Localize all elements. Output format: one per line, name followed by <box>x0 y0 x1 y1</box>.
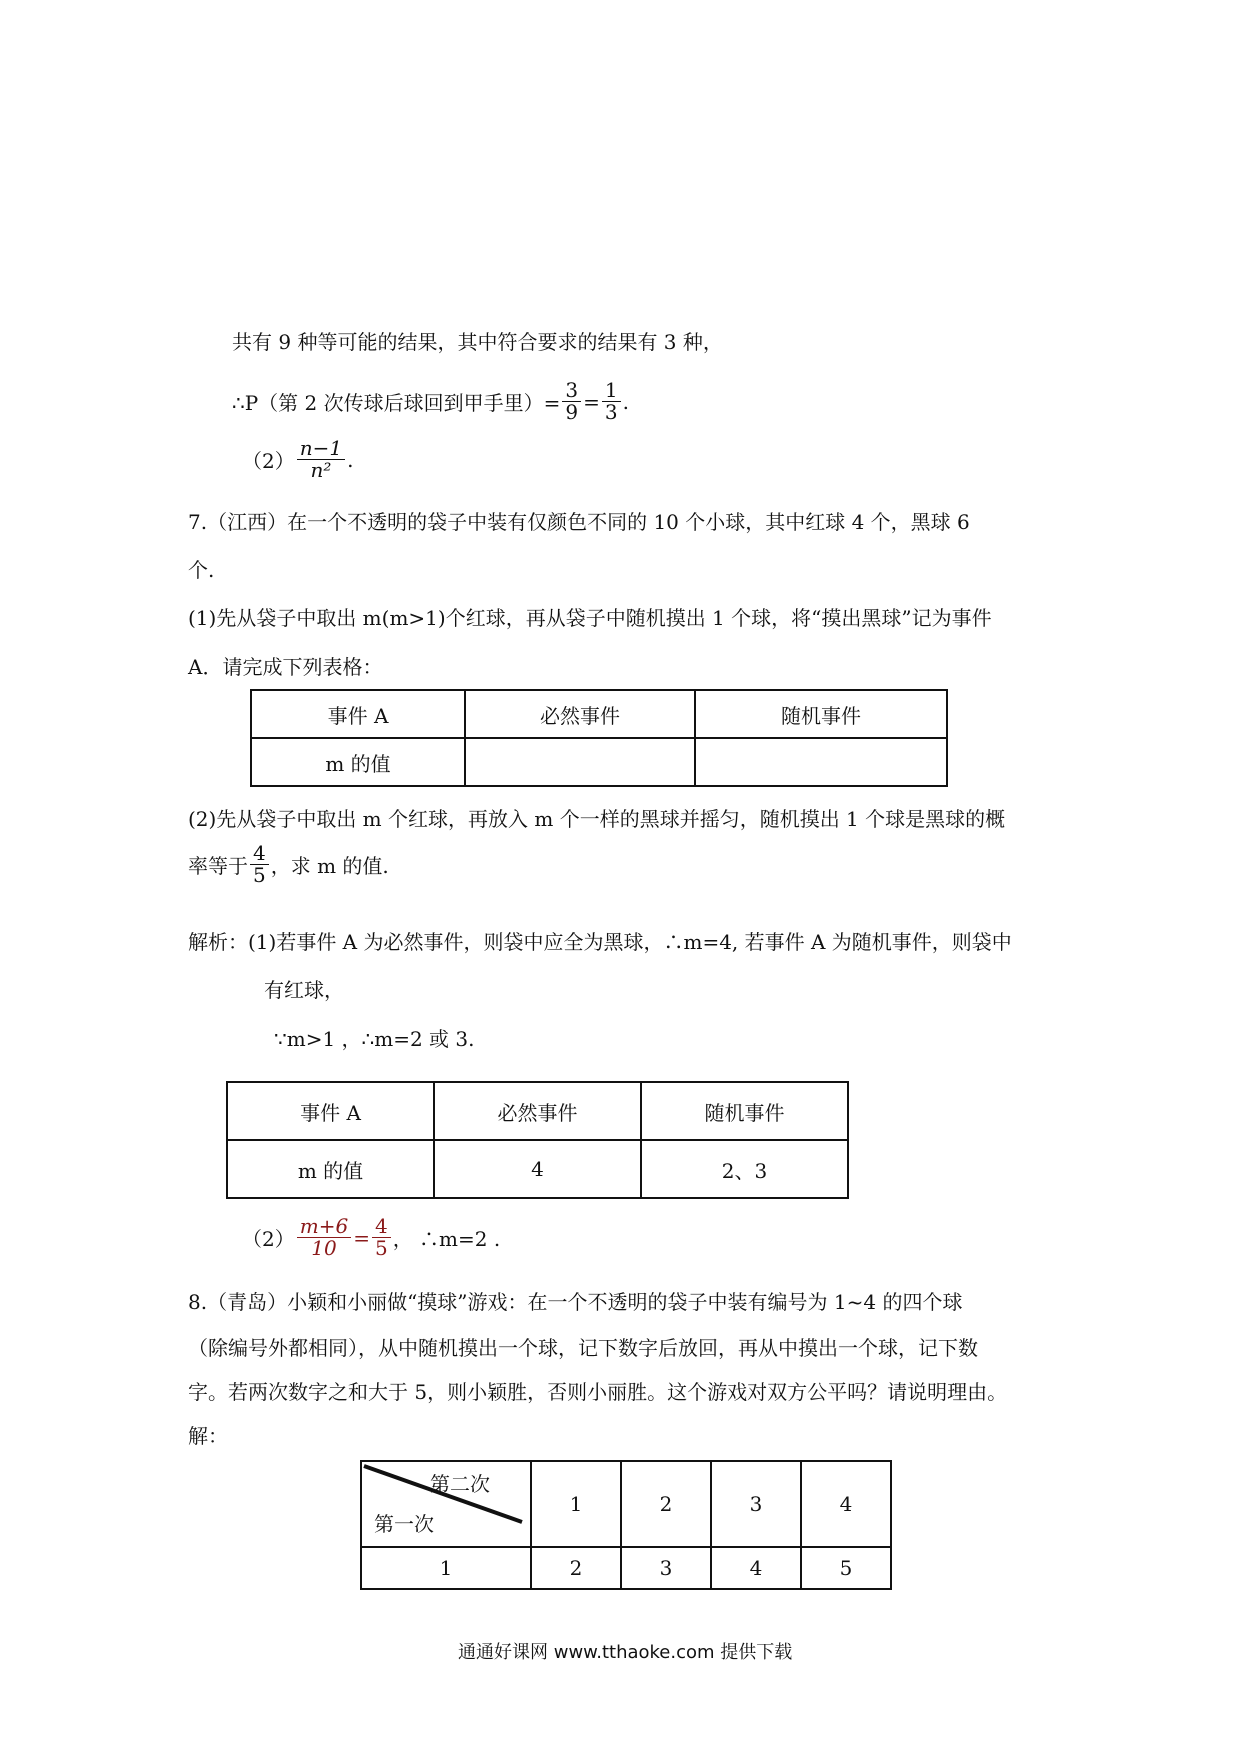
table-header-cell: 4 <box>801 1461 891 1547</box>
equals-sign: = <box>353 1225 370 1250</box>
table-header-cell: 随机事件 <box>695 690 947 738</box>
fraction-numerator: m+6 <box>297 1216 351 1238</box>
table-cell: 5 <box>801 1547 891 1589</box>
part-label: （2） <box>242 449 295 473</box>
text-prefix: 率等于 <box>188 854 248 878</box>
answer-part2-line <box>242 438 353 481</box>
event-table-answer <box>226 1081 849 1199</box>
probability-line <box>232 380 629 423</box>
fraction-3-9 <box>562 380 581 423</box>
part-label: （2） <box>242 1227 295 1251</box>
table-cell: 2 <box>531 1547 621 1589</box>
fraction-denominator: 5 <box>253 863 266 887</box>
footer-credit: 通通好课网 www.tthaoke.com 提供下载 <box>458 1642 793 1663</box>
question-7-part2-line1: (2)先从袋子中取出 m 个红球，再放入 m 个一样的黑球并摇匀，随机摸出 1 个球是黑球的概 <box>188 807 1006 831</box>
table-diagonal-header <box>361 1461 531 1547</box>
table-header-cell: 2 <box>621 1461 711 1547</box>
table-cell-blank <box>465 738 695 786</box>
fraction-denominator: 5 <box>374 1236 388 1260</box>
text-suffix: ，求 m 的值. <box>270 854 389 878</box>
probability-prefix: ∴P（第 2 次传球后球回到甲手里）= <box>232 391 561 415</box>
table-header-cell: 随机事件 <box>641 1082 848 1140</box>
question-8-line2: （除编号外都相同），从中随机摸出一个球，记下数字后放回，再从中摸出一个球，记下数 <box>188 1336 978 1360</box>
fraction-1-3 <box>602 380 621 423</box>
solution-line-outcomes: 共有 9 种等可能的结果，其中符合要求的结果有 3 种， <box>232 330 723 354</box>
equals-sign: = <box>583 389 600 414</box>
question-7-line2: 个. <box>188 558 215 582</box>
text-suffix: ， ∴m=2 . <box>392 1227 501 1251</box>
table-row-label: m 的值 <box>251 738 465 786</box>
fraction-numerator: 4 <box>250 843 269 865</box>
table-header-cell: 事件 A <box>227 1082 434 1140</box>
question-7-part2-line2 <box>188 843 389 886</box>
dice-sum-table <box>360 1460 892 1590</box>
question-8-answer-label: 解： <box>188 1424 228 1448</box>
question-8-line3: 字。若两次数字之和大于 5，则小颖胜，否则小丽胜。这个游戏对双方公平吗？请说明理由。 <box>188 1380 1008 1404</box>
fraction-denominator: n² <box>310 458 332 482</box>
table-header-cell: 3 <box>711 1461 801 1547</box>
table-cell: 3 <box>621 1547 711 1589</box>
period: . <box>622 389 629 414</box>
diagonal-top-label: 第二次 <box>430 1472 490 1496</box>
fraction-denominator: 10 <box>311 1236 337 1260</box>
table-row-label: 1 <box>361 1547 531 1589</box>
table-cell: 4 <box>434 1140 641 1198</box>
diagonal-bottom-label: 第一次 <box>374 1512 434 1536</box>
solution-line3: ∵m>1 ，∴m=2 或 3. <box>274 1027 475 1051</box>
fraction-m-plus-6-over-10 <box>297 1216 351 1259</box>
solution-line1: 解析：(1)若事件 A 为必然事件，则袋中应全为黑球，∴m=4, 若事件 A 为随机事件，则袋中 <box>188 930 1012 954</box>
fraction-numerator: 4 <box>372 1216 391 1238</box>
table-header-cell: 必然事件 <box>434 1082 641 1140</box>
table-row-label: m 的值 <box>227 1140 434 1198</box>
question-7-part1-line2: A．请完成下列表格： <box>188 655 383 679</box>
event-table-blank <box>250 689 948 787</box>
fraction-n-minus-1-over-n-squared <box>297 438 345 481</box>
fraction-denominator: 9 <box>565 400 579 424</box>
fraction-4-5 <box>250 843 269 886</box>
fraction-4-5-red <box>372 1216 391 1259</box>
table-cell: 4 <box>711 1547 801 1589</box>
fraction-numerator: 3 <box>562 380 581 402</box>
question-7-line1: 7.（江西）在一个不透明的袋子中装有仅颜色不同的 10 个小球，其中红球 4 个，黑球 6 <box>188 510 970 534</box>
table-header-cell: 事件 A <box>251 690 465 738</box>
period: . <box>347 447 354 472</box>
table-cell: 2、3 <box>641 1140 848 1198</box>
solution-part2-line <box>242 1216 500 1259</box>
question-7-part1-line1: (1)先从袋子中取出 m(m>1)个红球，再从袋子中随机摸出 1 个球，将“摸出黑球”记为事件 <box>188 606 992 630</box>
table-header-cell: 必然事件 <box>465 690 695 738</box>
question-8-line1: 8.（青岛）小颖和小丽做“摸球”游戏：在一个不透明的袋子中装有编号为 1~4 的四个球 <box>188 1290 963 1314</box>
table-header-cell: 1 <box>531 1461 621 1547</box>
table-cell-blank <box>695 738 947 786</box>
fraction-denominator: 3 <box>604 400 618 424</box>
fraction-numerator: 1 <box>602 380 621 402</box>
fraction-numerator: n−1 <box>297 438 345 460</box>
solution-line2: 有红球， <box>264 978 344 1002</box>
